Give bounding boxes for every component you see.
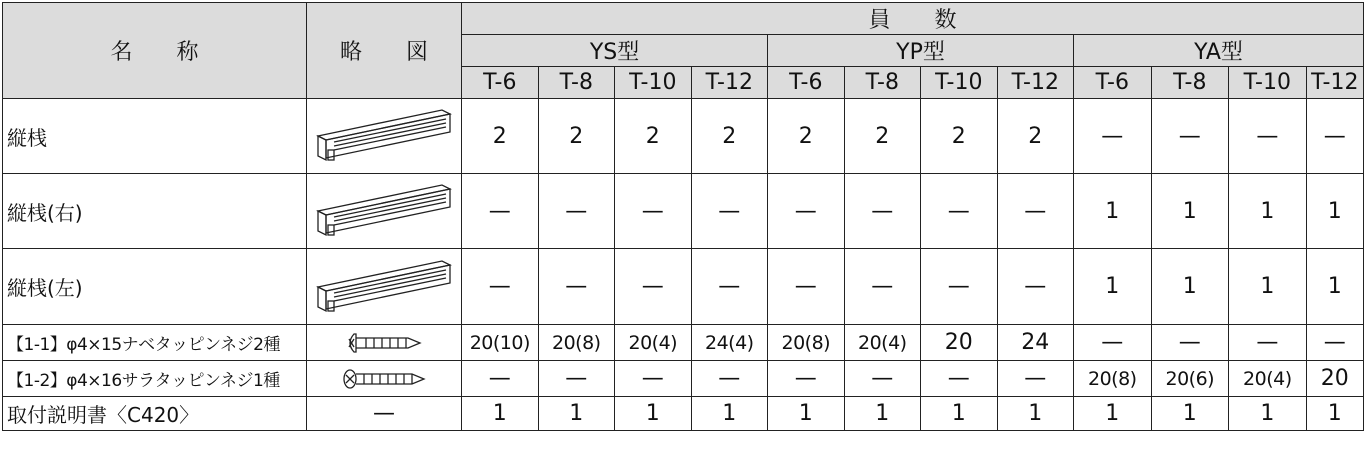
- size-header: T-12: [997, 67, 1074, 99]
- size-header: T-12: [691, 67, 768, 99]
- qty-cell: 1: [691, 397, 768, 431]
- qty-cell: 1: [997, 397, 1074, 431]
- qty-cell: —: [462, 361, 539, 397]
- group-ya: YA型: [1074, 35, 1364, 67]
- qty-cell: 1: [844, 397, 921, 431]
- qty-cell: 20: [921, 325, 998, 361]
- qty-cell: 20(4): [1229, 361, 1307, 397]
- rail-diagram: [306, 174, 461, 249]
- qty-cell: 1: [1229, 249, 1307, 325]
- qty-cell: 1: [1151, 397, 1229, 431]
- qty-cell: —: [691, 174, 768, 249]
- size-header: T-8: [538, 67, 615, 99]
- qty-cell: 1: [921, 397, 998, 431]
- table-row: [3, 99, 1364, 174]
- qty-cell: 20(6): [1151, 361, 1229, 397]
- qty-cell: 1: [768, 397, 845, 431]
- size-header: T-10: [615, 67, 692, 99]
- rail-left-icon: [314, 257, 454, 317]
- qty-cell: —: [997, 174, 1074, 249]
- qty-cell: —: [1306, 99, 1363, 174]
- pan-head-screw-icon: [344, 332, 424, 354]
- part-name: 縦桟: [3, 99, 307, 174]
- header-row-1: [3, 3, 1364, 35]
- qty-cell: —: [691, 249, 768, 325]
- qty-cell: 20(8): [768, 325, 845, 361]
- qty-cell: 1: [1306, 397, 1363, 431]
- size-header: T-10: [1229, 67, 1307, 99]
- size-header: T-6: [768, 67, 845, 99]
- qty-cell: —: [462, 249, 539, 325]
- size-header: T-10: [921, 67, 998, 99]
- qty-cell: 1: [1074, 397, 1152, 431]
- parts-table: [2, 2, 1364, 431]
- qty-cell: —: [997, 361, 1074, 397]
- header-diagram: 略 図: [306, 3, 461, 99]
- qty-cell: —: [921, 249, 998, 325]
- qty-cell: —: [921, 361, 998, 397]
- qty-cell: —: [1151, 325, 1229, 361]
- qty-cell: —: [1229, 99, 1307, 174]
- table-row: [3, 249, 1364, 325]
- rail-icon: [314, 106, 454, 166]
- table-row: [3, 361, 1364, 397]
- qty-cell: —: [615, 174, 692, 249]
- size-header: T-12: [1306, 67, 1363, 99]
- rail-diagram: [306, 249, 461, 325]
- qty-cell: —: [538, 174, 615, 249]
- qty-cell: 1: [1151, 174, 1229, 249]
- qty-cell: 2: [691, 99, 768, 174]
- qty-cell: —: [768, 361, 845, 397]
- qty-cell: —: [1306, 325, 1363, 361]
- qty-cell: —: [691, 361, 768, 397]
- qty-cell: —: [997, 249, 1074, 325]
- qty-cell: —: [1074, 99, 1152, 174]
- qty-cell: 1: [1229, 174, 1307, 249]
- qty-cell: 1: [1151, 249, 1229, 325]
- qty-cell: 24(4): [691, 325, 768, 361]
- qty-cell: 1: [1306, 174, 1363, 249]
- qty-cell: —: [844, 249, 921, 325]
- qty-cell: 24: [997, 325, 1074, 361]
- qty-cell: —: [844, 361, 921, 397]
- qty-cell: —: [615, 249, 692, 325]
- qty-cell: 1: [462, 397, 539, 431]
- qty-cell: 1: [1306, 249, 1363, 325]
- pan-screw-diagram: [306, 325, 461, 361]
- qty-cell: 1: [1074, 249, 1152, 325]
- part-name: 【1-2】φ4×16サラタッピンネジ1種: [3, 361, 307, 397]
- qty-cell: 1: [615, 397, 692, 431]
- size-header: T-6: [462, 67, 539, 99]
- header-quantity: 員 数: [462, 3, 1364, 35]
- qty-cell: —: [1074, 325, 1152, 361]
- diagram-cell: —: [306, 397, 461, 431]
- qty-cell: —: [921, 174, 998, 249]
- qty-cell: 20: [1306, 361, 1363, 397]
- qty-cell: 2: [921, 99, 998, 174]
- qty-cell: —: [538, 249, 615, 325]
- qty-cell: 20(4): [615, 325, 692, 361]
- table-row: [3, 174, 1364, 249]
- qty-cell: 2: [538, 99, 615, 174]
- qty-cell: 2: [997, 99, 1074, 174]
- flat-head-screw-icon: [342, 368, 426, 390]
- header-name: 名 称: [3, 3, 307, 99]
- part-name: 取付説明書〈C420〉: [3, 397, 307, 431]
- table-row: [3, 397, 1364, 431]
- qty-cell: 1: [1074, 174, 1152, 249]
- qty-cell: —: [768, 249, 845, 325]
- rail-right-icon: [314, 181, 454, 241]
- qty-cell: —: [768, 174, 845, 249]
- size-header: T-8: [844, 67, 921, 99]
- part-name: 【1-1】φ4×15ナベタッピンネジ2種: [3, 325, 307, 361]
- qty-cell: —: [1229, 325, 1307, 361]
- qty-cell: 2: [844, 99, 921, 174]
- part-name: 縦桟(右): [3, 174, 307, 249]
- qty-cell: —: [1151, 99, 1229, 174]
- qty-cell: 20(8): [538, 325, 615, 361]
- qty-cell: —: [462, 174, 539, 249]
- qty-cell: —: [538, 361, 615, 397]
- qty-cell: 20(10): [462, 325, 539, 361]
- qty-cell: 2: [768, 99, 845, 174]
- qty-cell: 2: [615, 99, 692, 174]
- size-header: T-6: [1074, 67, 1152, 99]
- qty-cell: 20(4): [844, 325, 921, 361]
- part-name: 縦桟(左): [3, 249, 307, 325]
- qty-cell: —: [844, 174, 921, 249]
- table-row: [3, 325, 1364, 361]
- flat-screw-diagram: [306, 361, 461, 397]
- qty-cell: 20(8): [1074, 361, 1152, 397]
- qty-cell: —: [615, 361, 692, 397]
- size-header: T-8: [1151, 67, 1229, 99]
- qty-cell: 1: [538, 397, 615, 431]
- group-yp: YP型: [768, 35, 1074, 67]
- rail-diagram: [306, 99, 461, 174]
- group-ys: YS型: [462, 35, 768, 67]
- qty-cell: 2: [462, 99, 539, 174]
- qty-cell: 1: [1229, 397, 1307, 431]
